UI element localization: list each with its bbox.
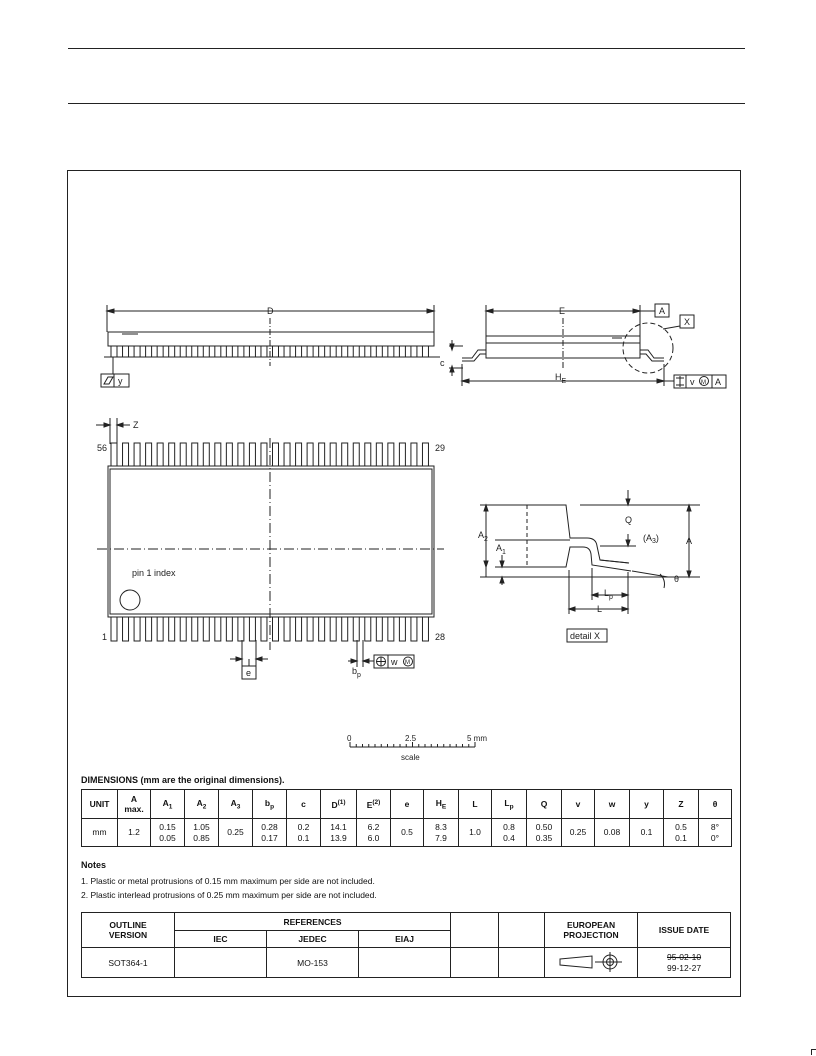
first-angle-projection-icon bbox=[556, 951, 626, 973]
side-lead bbox=[180, 346, 186, 357]
references-table bbox=[81, 912, 731, 978]
bottom-lead bbox=[376, 616, 382, 641]
label-w: w bbox=[391, 657, 398, 667]
side-lead bbox=[226, 346, 232, 357]
top-lead bbox=[376, 443, 382, 467]
issue-date-header: ISSUE DATE bbox=[638, 913, 731, 948]
side-lead bbox=[169, 346, 175, 357]
references-spare-cell bbox=[451, 931, 499, 948]
top-lead bbox=[180, 443, 186, 467]
dim-header-13: Q bbox=[527, 790, 562, 819]
label-theta: θ bbox=[674, 574, 680, 584]
issue-date-current: 99-12-27 bbox=[667, 962, 702, 973]
bottom-lead bbox=[249, 616, 255, 641]
top-lead bbox=[111, 443, 117, 467]
side-lead bbox=[330, 346, 336, 357]
top-lead bbox=[284, 443, 290, 467]
label-X: X bbox=[684, 317, 691, 327]
dim-value-1: 1.2 bbox=[118, 819, 151, 847]
dim-header-6: c bbox=[287, 790, 321, 819]
top-lead bbox=[399, 443, 405, 467]
jedec-value: MO-153 bbox=[267, 948, 359, 978]
top-lead bbox=[123, 443, 129, 467]
bottom-lead bbox=[411, 616, 417, 641]
notes-title: Notes bbox=[81, 860, 107, 870]
label-L: L bbox=[597, 604, 603, 614]
bottom-lead bbox=[353, 616, 359, 641]
side-lead bbox=[157, 346, 163, 357]
label-Q: Q bbox=[625, 515, 633, 525]
dim-value-6: 0.2 0.1 bbox=[287, 819, 321, 847]
iec-header: IEC bbox=[175, 931, 267, 948]
issue-date-cell bbox=[638, 948, 731, 978]
label-v: v bbox=[690, 377, 695, 387]
bottom-lead bbox=[111, 616, 117, 641]
scale-tick-5: 5 mm bbox=[467, 734, 487, 743]
side-lead bbox=[353, 346, 359, 357]
top-lead bbox=[273, 443, 279, 467]
issue-date-superseded: 95-02-10 bbox=[667, 951, 702, 962]
dim-value-17: 0.5 0.1 bbox=[664, 819, 699, 847]
dimensions-table bbox=[81, 789, 732, 847]
dim-header-7: $D^{(1)}$ bbox=[321, 790, 357, 819]
bottom-lead bbox=[422, 616, 428, 641]
top-lead bbox=[215, 443, 221, 467]
bottom-lead bbox=[180, 616, 186, 641]
iec-value bbox=[175, 948, 267, 978]
dim-header-4: $A_3$ bbox=[219, 790, 253, 819]
top-lead bbox=[330, 443, 336, 467]
bottom-lead bbox=[261, 616, 267, 641]
label-D: D bbox=[267, 306, 274, 316]
bottom-lead bbox=[203, 616, 209, 641]
bottom-lead bbox=[134, 616, 140, 641]
side-lead bbox=[296, 346, 302, 357]
dim-value-2: 0.15 0.05 bbox=[151, 819, 185, 847]
top-lead bbox=[353, 443, 359, 467]
label-M-bp: M bbox=[405, 660, 410, 666]
eiaj-value bbox=[359, 948, 451, 978]
european-projection-header: EUROPEAN PROJECTION bbox=[545, 913, 638, 948]
bottom-lead bbox=[215, 616, 221, 641]
side-lead bbox=[284, 346, 290, 357]
detail-x bbox=[480, 490, 700, 642]
dim-header-17: Z bbox=[664, 790, 699, 819]
dim-value-13: 0.50 0.35 bbox=[527, 819, 562, 847]
bottom-lead bbox=[307, 616, 313, 641]
detail-x-label: detail X bbox=[570, 631, 601, 641]
bottom-lead bbox=[226, 616, 232, 641]
note-1: 1. Plastic or metal protrusions of 0.15 mm maximum per side are not included. bbox=[81, 876, 375, 886]
side-lead bbox=[123, 346, 129, 357]
dim-header-0: UNIT bbox=[82, 790, 118, 819]
dim-header-11: L bbox=[459, 790, 492, 819]
top-lead bbox=[422, 443, 428, 467]
side-lead bbox=[249, 346, 255, 357]
bottom-lead bbox=[123, 616, 129, 641]
references-header: REFERENCES bbox=[175, 913, 451, 931]
label-y: y bbox=[118, 376, 123, 386]
dim-value-4: 0.25 bbox=[219, 819, 253, 847]
side-lead bbox=[192, 346, 198, 357]
side-lead bbox=[203, 346, 209, 357]
label-A: A bbox=[686, 536, 693, 546]
side-lead bbox=[238, 346, 244, 357]
pin-28-label: 28 bbox=[435, 632, 446, 642]
dimensions-row bbox=[82, 819, 732, 847]
dim-header-15: w bbox=[595, 790, 630, 819]
outline-version-header: OUTLINE VERSION bbox=[82, 913, 175, 948]
top-lead bbox=[296, 443, 302, 467]
pin-1-label: 1 bbox=[102, 632, 108, 642]
top-lead bbox=[238, 443, 244, 467]
dim-value-3: 1.05 0.85 bbox=[185, 819, 219, 847]
scale-tick-0: 0 bbox=[347, 734, 352, 743]
jedec-header: JEDEC bbox=[267, 931, 359, 948]
dim-header-16: y bbox=[630, 790, 664, 819]
side-lead bbox=[399, 346, 405, 357]
eiaj-header: EIAJ bbox=[359, 931, 451, 948]
side-lead bbox=[134, 346, 140, 357]
bottom-lead bbox=[296, 616, 302, 641]
dim-value-11: 1.0 bbox=[459, 819, 492, 847]
label-A1: $A_1$ bbox=[496, 543, 506, 556]
side-lead bbox=[411, 346, 417, 357]
label-Lp: $L_p$ bbox=[604, 588, 613, 601]
pin-1-index-label: pin 1 index bbox=[132, 568, 176, 578]
top-lead bbox=[365, 443, 371, 467]
bottom-lead bbox=[399, 616, 405, 641]
bottom-lead bbox=[273, 616, 279, 641]
top-lead bbox=[134, 443, 140, 467]
page-corner-mark bbox=[811, 1049, 816, 1055]
top-view bbox=[96, 418, 444, 679]
pin-29-label: 29 bbox=[435, 443, 446, 453]
dim-value-9: 0.5 bbox=[391, 819, 424, 847]
projection-symbol bbox=[545, 948, 638, 978]
side-lead bbox=[342, 346, 348, 357]
label-c: c bbox=[440, 358, 445, 368]
bottom-lead bbox=[146, 616, 152, 641]
top-lead bbox=[319, 443, 325, 467]
bottom-lead bbox=[157, 616, 163, 641]
references-spare-header bbox=[451, 913, 499, 931]
label-M-he: M bbox=[701, 380, 706, 386]
bottom-lead bbox=[169, 616, 175, 641]
top-lead bbox=[169, 443, 175, 467]
bottom-lead bbox=[365, 616, 371, 641]
top-lead bbox=[342, 443, 348, 467]
dim-header-3: $A_2$ bbox=[185, 790, 219, 819]
side-lead bbox=[376, 346, 382, 357]
bottom-lead bbox=[284, 616, 290, 641]
pin-56-label: 56 bbox=[97, 443, 108, 453]
dim-header-12: $L_p$ bbox=[492, 790, 527, 819]
references-spare-header-2 bbox=[499, 913, 545, 931]
top-lead bbox=[249, 443, 255, 467]
dimensions-header-row bbox=[82, 790, 732, 819]
dim-value-12: 0.8 0.4 bbox=[492, 819, 527, 847]
side-lead bbox=[307, 346, 313, 357]
dim-value-15: 0.08 bbox=[595, 819, 630, 847]
side-view bbox=[101, 305, 440, 387]
top-lead bbox=[388, 443, 394, 467]
dim-header-5: $b_p$ bbox=[253, 790, 287, 819]
datum-A: A bbox=[659, 306, 666, 316]
bottom-lead bbox=[238, 616, 244, 641]
bottom-lead bbox=[388, 616, 394, 641]
top-lead bbox=[203, 443, 209, 467]
outline-version-value: SOT364-1 bbox=[82, 948, 175, 978]
top-lead bbox=[226, 443, 232, 467]
side-lead bbox=[365, 346, 371, 357]
side-lead bbox=[261, 346, 267, 357]
side-lead bbox=[388, 346, 394, 357]
label-A2: $A_2$ bbox=[478, 530, 488, 543]
side-lead bbox=[273, 346, 279, 357]
side-lead bbox=[319, 346, 325, 357]
label-HE: $H_E$ bbox=[555, 372, 567, 385]
label-Z: Z bbox=[133, 420, 139, 430]
dim-header-1: A max. bbox=[118, 790, 151, 819]
bottom-lead bbox=[342, 616, 348, 641]
dim-header-8: $E^{(2)}$ bbox=[357, 790, 391, 819]
top-lead bbox=[261, 443, 267, 467]
references-spare-cell-2 bbox=[499, 931, 545, 948]
dim-value-14: 0.25 bbox=[562, 819, 595, 847]
side-lead bbox=[215, 346, 221, 357]
dim-value-7: 14.1 13.9 bbox=[321, 819, 357, 847]
spare-value-2 bbox=[499, 948, 545, 978]
dim-value-5: 0.28 0.17 bbox=[253, 819, 287, 847]
label-A3: $(A_3)$ bbox=[643, 533, 659, 545]
label-e: e bbox=[246, 668, 252, 678]
datum-A-ref: A bbox=[715, 377, 722, 387]
spare-value bbox=[451, 948, 499, 978]
side-lead bbox=[146, 346, 152, 357]
bottom-lead bbox=[319, 616, 325, 641]
dim-value-0: mm bbox=[82, 819, 118, 847]
top-lead bbox=[192, 443, 198, 467]
scale-tick-2-5: 2.5 bbox=[405, 734, 417, 743]
dim-value-18: 8° 0° bbox=[699, 819, 732, 847]
dim-value-16: 0.1 bbox=[630, 819, 664, 847]
label-bp: $b_p$ bbox=[352, 666, 361, 679]
dim-value-8: 6.2 6.0 bbox=[357, 819, 391, 847]
dim-header-14: v bbox=[562, 790, 595, 819]
top-lead bbox=[157, 443, 163, 467]
dim-header-2: $A_1$ bbox=[151, 790, 185, 819]
label-E: E bbox=[559, 306, 566, 316]
top-lead bbox=[411, 443, 417, 467]
dim-header-10: $H_E$ bbox=[424, 790, 459, 819]
scale-label: scale bbox=[401, 753, 420, 762]
dimensions-title: DIMENSIONS (mm are the original dimensions). bbox=[81, 775, 285, 785]
bottom-lead bbox=[330, 616, 336, 641]
dim-header-9: e bbox=[391, 790, 424, 819]
dim-value-10: 8.3 7.9 bbox=[424, 819, 459, 847]
bottom-lead bbox=[192, 616, 198, 641]
top-lead bbox=[307, 443, 313, 467]
note-2: 2. Plastic interlead protrusions of 0.25 mm maximum per side are not included. bbox=[81, 890, 377, 900]
dim-header-18: θ bbox=[699, 790, 732, 819]
top-lead bbox=[146, 443, 152, 467]
side-lead bbox=[422, 346, 428, 357]
side-lead bbox=[111, 346, 117, 357]
